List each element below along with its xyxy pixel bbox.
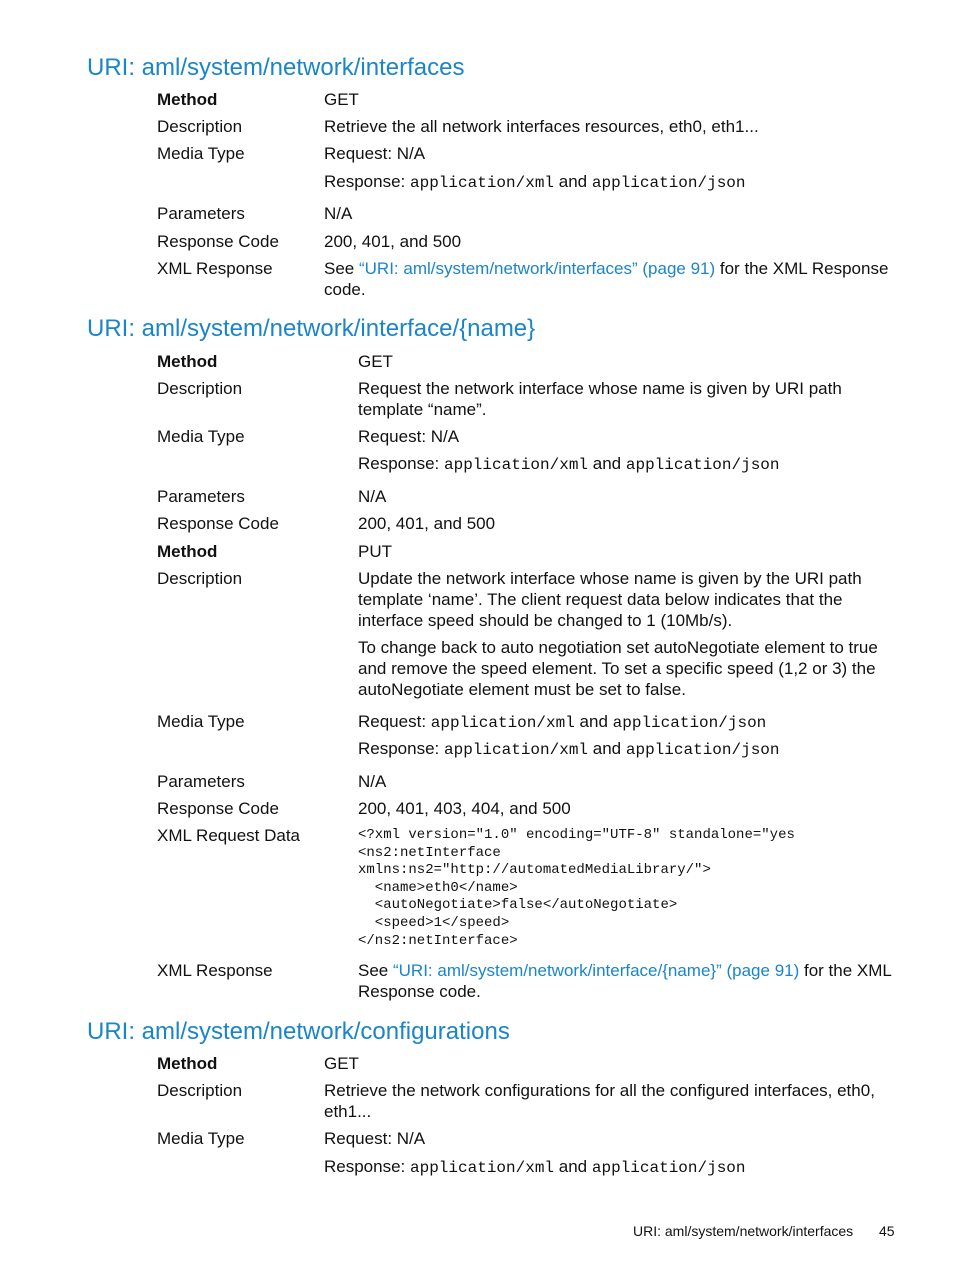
response-type-json: application/json [625, 456, 780, 474]
running-footer-title: URI: aml/system/network/interfaces [633, 1223, 854, 1239]
see-text: See [358, 961, 393, 980]
media-type-label: Media Type [157, 144, 245, 163]
media-type-label: Media Type [157, 712, 245, 731]
response-code-label: Response Code [157, 232, 279, 251]
response-type-xml: application/xml [410, 174, 555, 192]
parameters-value: N/A [358, 487, 387, 506]
parameters-value: N/A [358, 772, 387, 791]
response-type-xml: application/xml [410, 1159, 555, 1177]
conjunction: and [579, 712, 608, 731]
conjunction: and [558, 1157, 588, 1176]
response-code-value: 200, 401, 403, 404, and 500 [358, 799, 571, 818]
request-prefix: Request: [324, 144, 397, 163]
response-prefix: Response: [358, 739, 444, 758]
request-type: N/A [430, 427, 460, 446]
conjunction: and [558, 172, 588, 191]
response-type-json: application/json [591, 174, 746, 192]
response-value [358, 453, 780, 476]
description-label: Description [157, 569, 243, 588]
request-prefix: Request: [324, 1129, 397, 1148]
request-value [358, 711, 766, 734]
xml-response-tail: for the XML Response code. [358, 961, 892, 1001]
request-value [324, 1128, 425, 1149]
request-type-xml: application/xml [430, 714, 575, 732]
method-value: GET [324, 90, 359, 109]
response-value [358, 738, 780, 761]
xml-response-label: XML Response [157, 961, 273, 980]
xml-response-link[interactable]: “URI: aml/system/network/interfaces” (page 91) [358, 259, 716, 278]
xml-response-link[interactable]: “URI: aml/system/network/interface/{name}” (page 91) [392, 961, 800, 980]
xml-response-label: XML Response [157, 259, 273, 278]
request-prefix: Request: [358, 427, 431, 446]
response-value [324, 1156, 746, 1179]
request-type: N/A [396, 1129, 426, 1148]
description-label: Description [157, 379, 243, 398]
xml-response-value [324, 258, 902, 300]
request-prefix: Request: [358, 712, 431, 731]
conjunction: and [592, 454, 622, 473]
description-value: Retrieve the all network interfaces resources, eth0, eth1... [324, 117, 759, 136]
method-label: Method [157, 352, 218, 371]
see-text: See [324, 259, 359, 278]
description-label: Description [157, 1081, 243, 1100]
description-value: To change back to auto negotiation set autoNegotiate element to true and remove the speed element. To set a specific speed (1,2 or 3) the autoNegotiate element must be set to false. [358, 638, 878, 699]
method-value: GET [324, 1054, 359, 1073]
conjunction: and [592, 739, 622, 758]
xml-response-value [358, 960, 903, 1002]
section-title-configurations: URI: aml/system/network/configurations [87, 1018, 510, 1045]
response-type-xml: application/xml [444, 741, 589, 759]
request-value [358, 426, 459, 447]
request-type: N/A [396, 144, 426, 163]
parameters-label: Parameters [157, 487, 245, 506]
method-value: GET [358, 352, 393, 371]
method-label: Method [157, 90, 218, 109]
response-code-label: Response Code [157, 799, 279, 818]
response-prefix: Response: [324, 1157, 410, 1176]
description-label: Description [157, 117, 243, 136]
response-type-json: application/json [625, 741, 780, 759]
xml-response-tail: for the XML Response code. [324, 259, 889, 299]
response-value [324, 171, 746, 194]
response-prefix: Response: [358, 454, 444, 473]
request-type-json: application/json [612, 714, 767, 732]
response-code-value: 200, 401, and 500 [324, 232, 462, 251]
response-code-label: Response Code [157, 514, 279, 533]
parameters-value: N/A [324, 204, 353, 223]
media-type-label: Media Type [157, 1129, 245, 1148]
method-label: Method [157, 542, 218, 561]
response-type-xml: application/xml [444, 456, 589, 474]
media-type-label: Media Type [157, 427, 245, 446]
section-title-interface-name: URI: aml/system/network/interface/{name} [87, 315, 536, 342]
response-prefix: Response: [324, 172, 410, 191]
response-type-json: application/json [591, 1159, 746, 1177]
xml-request-label: XML Request Data [157, 826, 300, 845]
description-value: Update the network interface whose name is given by the URI path template ‘name’. The client request data below indicates that the interface speed should be changed to 1 (10Mb/s). [358, 569, 862, 630]
section-title-interfaces: URI: aml/system/network/interfaces [87, 54, 465, 81]
parameters-label: Parameters [157, 204, 245, 223]
response-code-value: 200, 401, and 500 [358, 514, 496, 533]
description-value: Retrieve the network configurations for all the configured interfaces, eth0, eth1... [324, 1081, 875, 1121]
parameters-label: Parameters [157, 772, 245, 791]
method-value: PUT [358, 542, 392, 561]
method-label: Method [157, 1054, 218, 1073]
description-value: Request the network interface whose name is given by URI path template “name”. [358, 379, 842, 419]
request-value [324, 143, 425, 164]
page-number: 45 [879, 1223, 895, 1239]
xml-request-code: <?xml version="1.0" encoding="UTF-8" standalone="yes <ns2:netInterface xmlns:ns2="http://automatedMediaLibrary/"> <name>eth0</name> <autoNegotiate>false</autoNegotiate> <speed>1</speed> </ns2:netInterface> [358, 827, 795, 949]
